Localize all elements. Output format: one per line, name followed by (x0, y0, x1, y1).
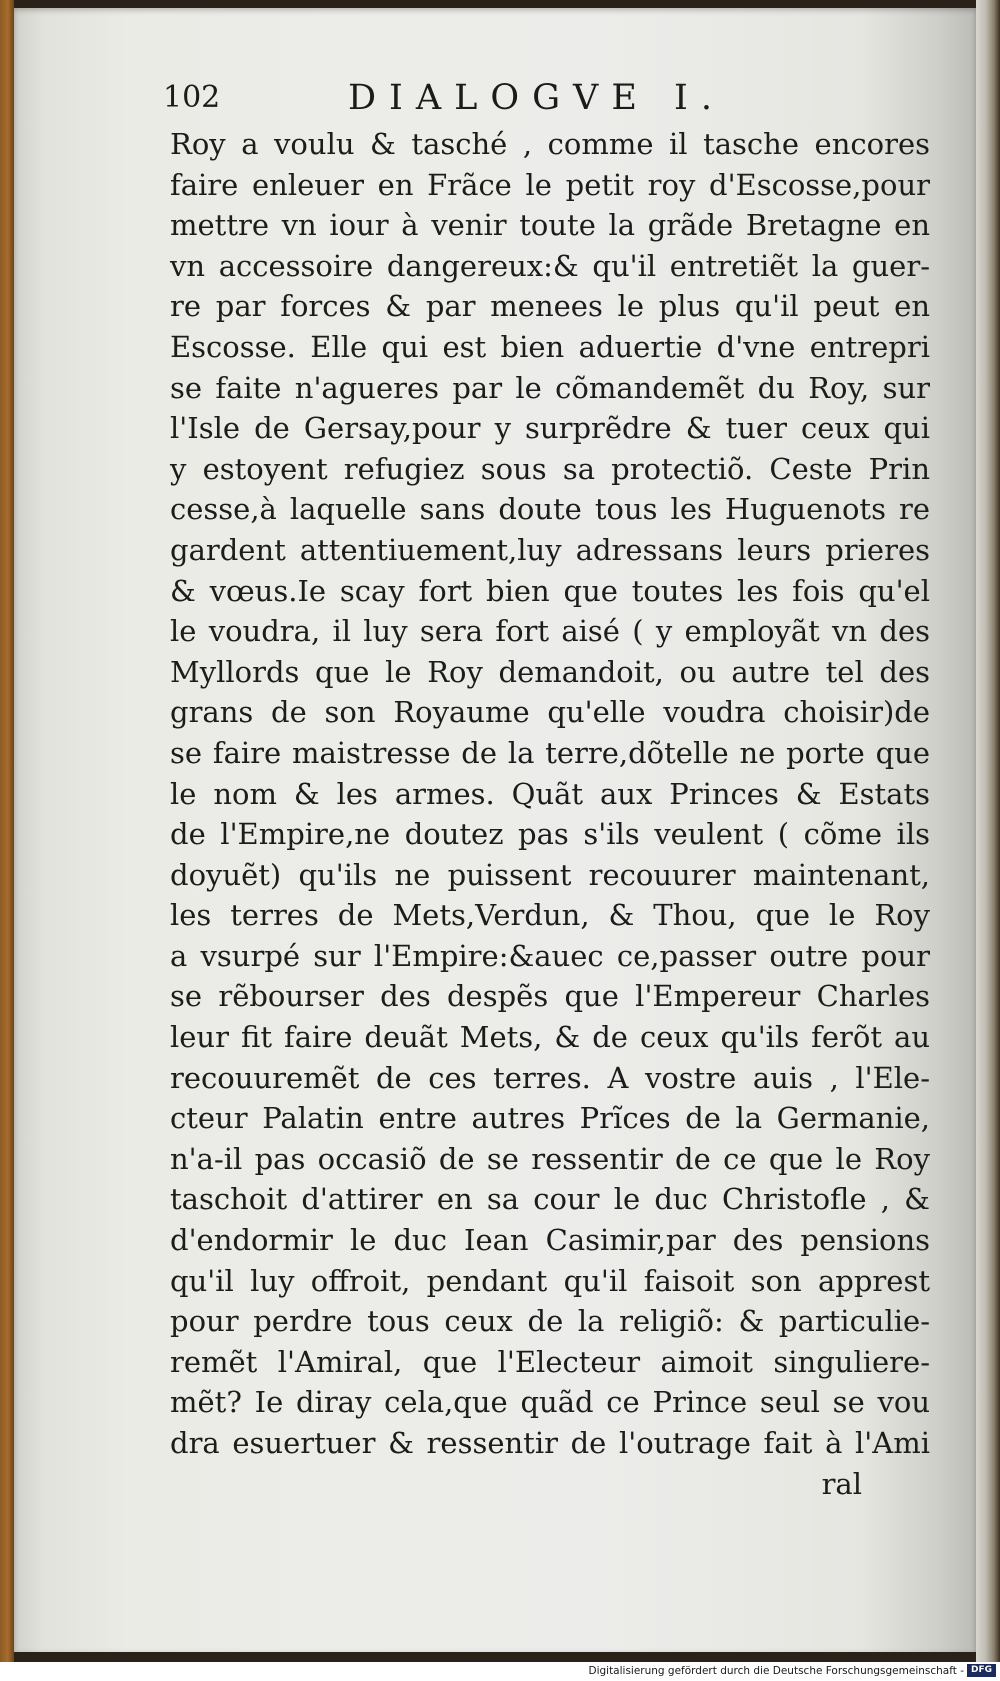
running-head (163, 78, 923, 124)
text-line: a vsurpé sur l'Empire:&auec ce,passer outre pour (170, 938, 930, 973)
text-line: Myllords que le Roy demandoit, ou autre tel des (170, 654, 930, 689)
text-line: leur fit faire deuãt Mets, & de ceux qu'ils ferõt au (170, 1020, 930, 1055)
text-line: Escosse. Elle qui est bien aduertie d'vne entrepri (170, 329, 930, 364)
text-line: se faire maistresse de la terre,dõtelle ne porte que (170, 735, 930, 770)
book-binding-edge (0, 0, 14, 1662)
text-line: pour perdre tous ceux de la religiõ: & particulie- (170, 1304, 930, 1339)
text-line: y estoyent refugiez sous sa protectiõ. Ceste Prin (170, 451, 930, 486)
page-fore-edge (976, 0, 1000, 1662)
text-line: cesse,à laquelle sans doute tous les Huguenots re (170, 492, 930, 527)
dfg-logo: DFG (967, 1664, 996, 1677)
text-line: grans de son Royaume qu'elle voudra choisir)de (170, 695, 930, 730)
text-line: qu'il luy offroit, pendant qu'il faisoit son apprest (170, 1263, 930, 1298)
catchword: ral (821, 1466, 862, 1501)
text-line: & vœus.Ie scay fort bien que toutes les fois qu'el (170, 573, 930, 608)
text-line: n'a-il pas occasiõ de se ressentir de ce que le Roy (170, 1141, 930, 1176)
text-line: taschoit d'attirer en sa cour le duc Christofle , & (170, 1182, 930, 1217)
text-line: recouuremẽt de ces terres. A vostre auis , l'Ele- (170, 1060, 930, 1095)
digitization-footer (0, 1662, 1000, 1681)
text-line: dra esuertuer & ressentir de l'outrage fait à l'Ami (170, 1426, 930, 1460)
text-line: cteur Palatin entre autres Prĩces de la Germanie, (170, 1101, 930, 1136)
text-line: mettre vn iour à venir toute la grãde Bretagne en (170, 208, 930, 243)
text-line: d'endormir le duc Iean Casimir,par des pensions (170, 1223, 930, 1258)
text-line: remẽt l'Amiral, que l'Electeur aimoit singuliere- (170, 1344, 930, 1379)
text-line: se rẽbourser des despẽs que l'Empereur Charles (170, 979, 930, 1014)
text-line: doyuẽt) qu'ils ne puissent recouurer maintenant, (170, 857, 930, 892)
text-line: gardent attentiuement,luy adressans leurs prieres (170, 532, 930, 567)
page-number: 102 (163, 80, 221, 115)
text-line: vn accessoire dangereux:& qu'il entretiẽt la guer- (170, 248, 930, 283)
body-text (170, 124, 930, 1504)
text-line: Roy a voulu & tasché , comme il tasche encores (170, 127, 930, 161)
text-line: le nom & les armes. Quãt aux Princes & Estats (170, 776, 930, 811)
running-title: DIALOGVE I. (348, 78, 725, 118)
text-line: faire enleuer en Frãce le petit roy d'Escosse,pour (170, 167, 930, 202)
text-line: se faite n'agueres par le cõmandemẽt du Roy, sur (170, 370, 930, 405)
text-line: le voudra, il luy sera fort aisé ( y employãt vn des (170, 614, 930, 649)
text-line: de l'Empire,ne doutez pas s'ils veulent ( cõme ils (170, 817, 930, 852)
text-line: l'Isle de Gersay,pour y surprẽdre & tuer ceux qui (170, 411, 930, 446)
text-line: re par forces & par menees le plus qu'il peut en (170, 289, 930, 324)
text-line: les terres de Mets,Verdun, & Thou, que le Roy (170, 898, 930, 933)
text-line: mẽt? Ie diray cela,que quãd ce Prince seul se vou (170, 1385, 930, 1420)
funding-credit: Digitalisierung gefördert durch die Deutsche Forschungsgemeinschaft - (588, 1665, 964, 1677)
